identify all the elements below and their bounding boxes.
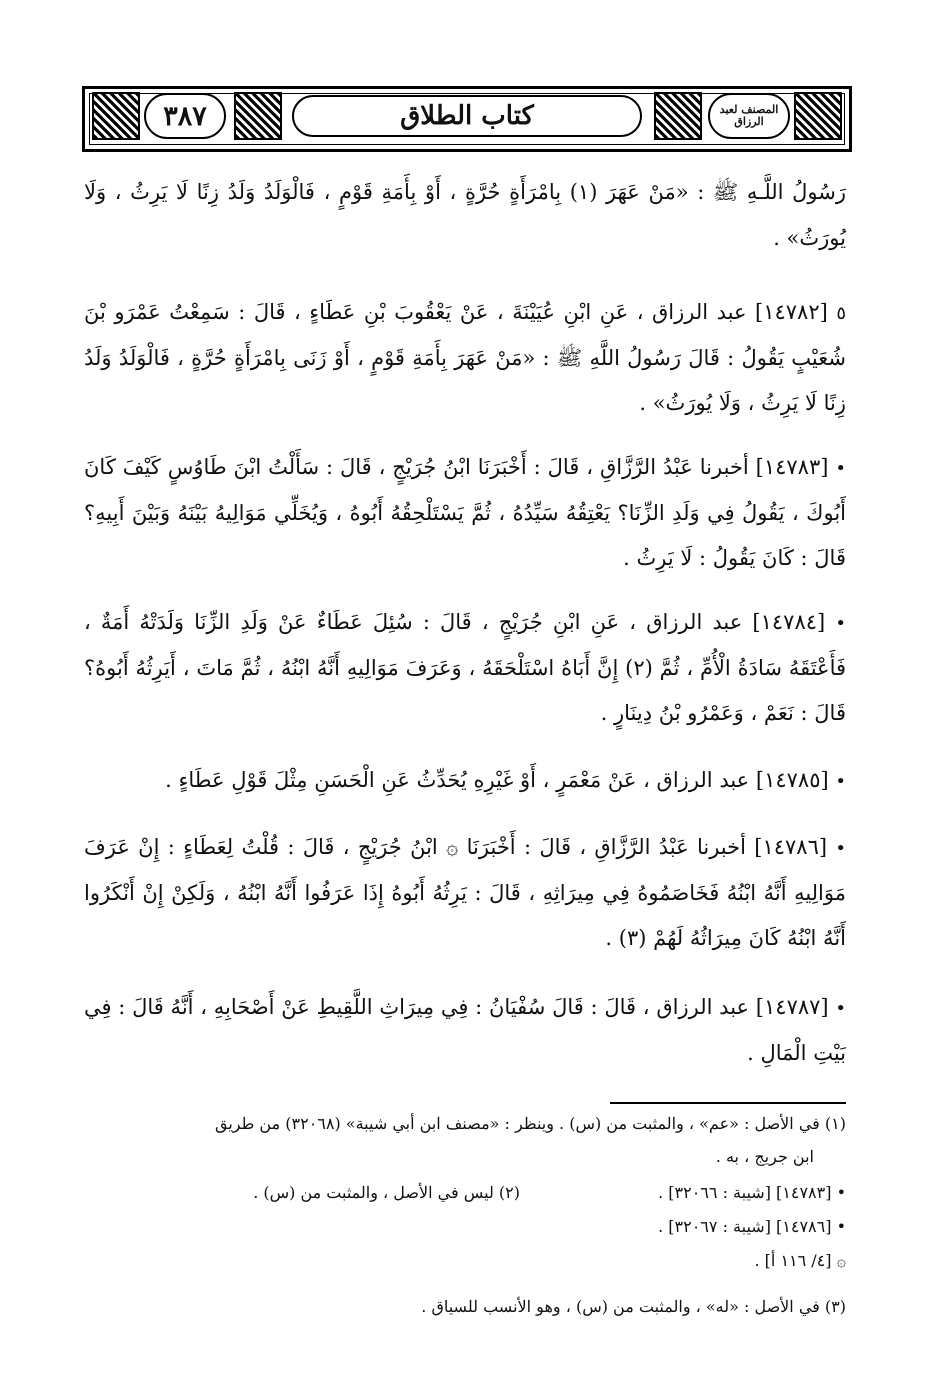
paragraph-marker: • <box>835 771 846 792</box>
footnote-separator <box>610 1102 846 1104</box>
paragraph-marker: • <box>835 838 846 859</box>
paragraph-marker: ٥ <box>836 303 846 324</box>
ornament-icon <box>92 92 140 140</box>
paragraph <box>84 825 846 961</box>
paragraph-text: [١٤٧٨٤] عبد الرزاق ، عَنِ ابْنِ جُرَيْجٍ ، قَالَ : سُئِلَ عَطَاءٌ عَنْ وَلَدِ الزِّنَا وَلَدَتْهُ أَمَةٌ ، فَأَعْتَقَهُ سَادَةُ الْأُمِّ ، ثُمَّ (٢) إِنَّ أَبَاهُ اسْتَلْحَقَهُ ، وَعَرَفَ مَوَالِيهِ أَنَّهُ ابْنُهُ ، ثُمَّ مَاتَ ، أَيَرِثُهُ أَبُوهُ؟ قَالَ : نَعَمْ ، وَعَمْرُو بْنُ دِينَارٍ . <box>84 610 846 725</box>
footnote: (١) في الأصل : «عم» ، والمثبت من (س) . وينظر : «مصنف ابن أبي شيبة» (٣٢٠٦٨) من طريق <box>214 1114 846 1133</box>
paragraph <box>84 600 846 736</box>
paragraph-text: [١٤٧٨٧] عبد الرزاق ، قَالَ : قَالَ سُفْيَانُ : فِي مِيرَاثِ اللَّقِيطِ عَنْ أَصْحَابِهِ ، أَنَّهُ قَالَ : فِي بَيْتِ الْمَالِ . <box>84 995 846 1065</box>
title-band <box>292 95 642 137</box>
ornament-icon <box>794 92 842 140</box>
source-reference: • [١٤٧٨٣] [شيبة : ٣٢٠٦٦] . <box>658 1183 846 1202</box>
paragraph <box>84 758 846 804</box>
book-logo-text: المصنف لعبد الرزاق <box>719 103 779 128</box>
page-number-medallion <box>144 93 226 139</box>
paragraph <box>84 445 846 581</box>
folio-marker: ۞ [٤/ ١١٦ أ] . <box>754 1251 846 1270</box>
paragraph-marker: • <box>835 613 846 634</box>
paragraph-text: [١٤٧٨٦] أخبرنا عَبْدُ الرَّزَّاقِ ، قَالَ : أَخْبَرَنَا ۞ ابْنُ جُرَيْجٍ ، قَالَ : قُلْتُ لِعَطَاءٍ : إِنْ عَرَفَ مَوَالِيهِ أَنَّهُ ابْنُهُ فَخَاصَمُوهُ فِي مِيرَاثِهِ ، قَالَ : يَرِثُهُ أَبُوهُ إِذَا عَرَفُوا أَنَّهُ ابْنُهُ ، وَلَكِنْ إِنْ أَنْكَرُوا أَنَّهُ ابْنُهُ كَانَ مِيرَاثُهُ لَهُمْ (٣) . <box>84 835 846 950</box>
page-title: كتاب الطلاق <box>400 101 534 131</box>
paragraph <box>84 290 846 426</box>
ornament-icon <box>654 92 702 140</box>
paragraph-marker: • <box>835 998 846 1019</box>
footnote: (٣) في الأصل : «له» ، والمثبت من (س) ، وهو الأنسب للسياق . <box>421 1297 846 1316</box>
paragraph-text: رَسُولُ اللَّـهِ ﷺ : «مَنْ عَهَرَ (١) بِامْرَأَةٍ حُرَّةٍ ، أَوْ بِأَمَةِ قَوْمٍ ، فَالْوَلَدُ وَلَدُ زِنًا لَا يَرِثُ ، وَلَا يُورَثُ» . <box>84 180 846 250</box>
footnote: (٢) ليس في الأصل ، والمثبت من (س) . <box>253 1183 520 1202</box>
paragraph-text: [١٤٧٨٢] عبد الرزاق ، عَنِ ابْنِ عُيَيْنَةَ ، عَنْ يَعْقُوبَ بْنِ عَطَاءٍ ، قَالَ : سَمِعْتُ عَمْرَو بْنَ شُعَيْبٍ يَقُولُ : قَالَ رَسُولُ اللَّهِ ﷺ : «مَنْ عَهَرَ بِأَمَةِ قَوْمٍ ، أَوْ زَنَى بِامْرَأَةٍ حُرَّةٍ ، فَالْوَلَدُ وَلَدُ زِنًا لَا يَرِثُ ، وَلَا يُورَثُ» . <box>84 300 846 415</box>
book-logo <box>708 93 790 139</box>
ornament-icon <box>234 92 282 140</box>
paragraph-text: [١٤٧٨٥] عبد الرزاق ، عَنْ مَعْمَرٍ ، أَوْ غَيْرِهِ يُحَدِّثُ عَنِ الْحَسَنِ مِثْلَ قَوْلِ عَطَاءٍ . <box>165 768 829 792</box>
page-header <box>82 86 852 152</box>
paragraph <box>84 985 846 1076</box>
page-number: ٣٨٧ <box>163 100 207 132</box>
paragraph-marker: • <box>835 458 846 479</box>
source-reference: • [١٤٧٨٦] [شيبة : ٣٢٠٦٧] . <box>658 1217 846 1236</box>
paragraph-text: [١٤٧٨٣] أخبرنا عَبْدُ الرَّزَّاقِ ، قَالَ : أَخْبَرَنَا ابْنُ جُرَيْجٍ ، قَالَ : سَأَلْتُ ابْنَ طَاوُسٍ كَيْفَ كَانَ أَبُوكَ ، يَقُولُ فِي وَلَدِ الزِّنَا؟ يَعْتِقُهُ سَيِّدُهُ ، ثُمَّ يَسْتَلْحِقُهُ أَبُوهُ ، وَيُخَلِّي مَوَالِيهُ بَيْنَهُ وَبَيْنَ أَبِيهِ؟ قَالَ : كَانَ يَقُولُ : لَا يَرِثُ . <box>84 455 846 570</box>
paragraph <box>84 170 846 261</box>
footnote: ابن جريج ، به . <box>715 1147 814 1166</box>
